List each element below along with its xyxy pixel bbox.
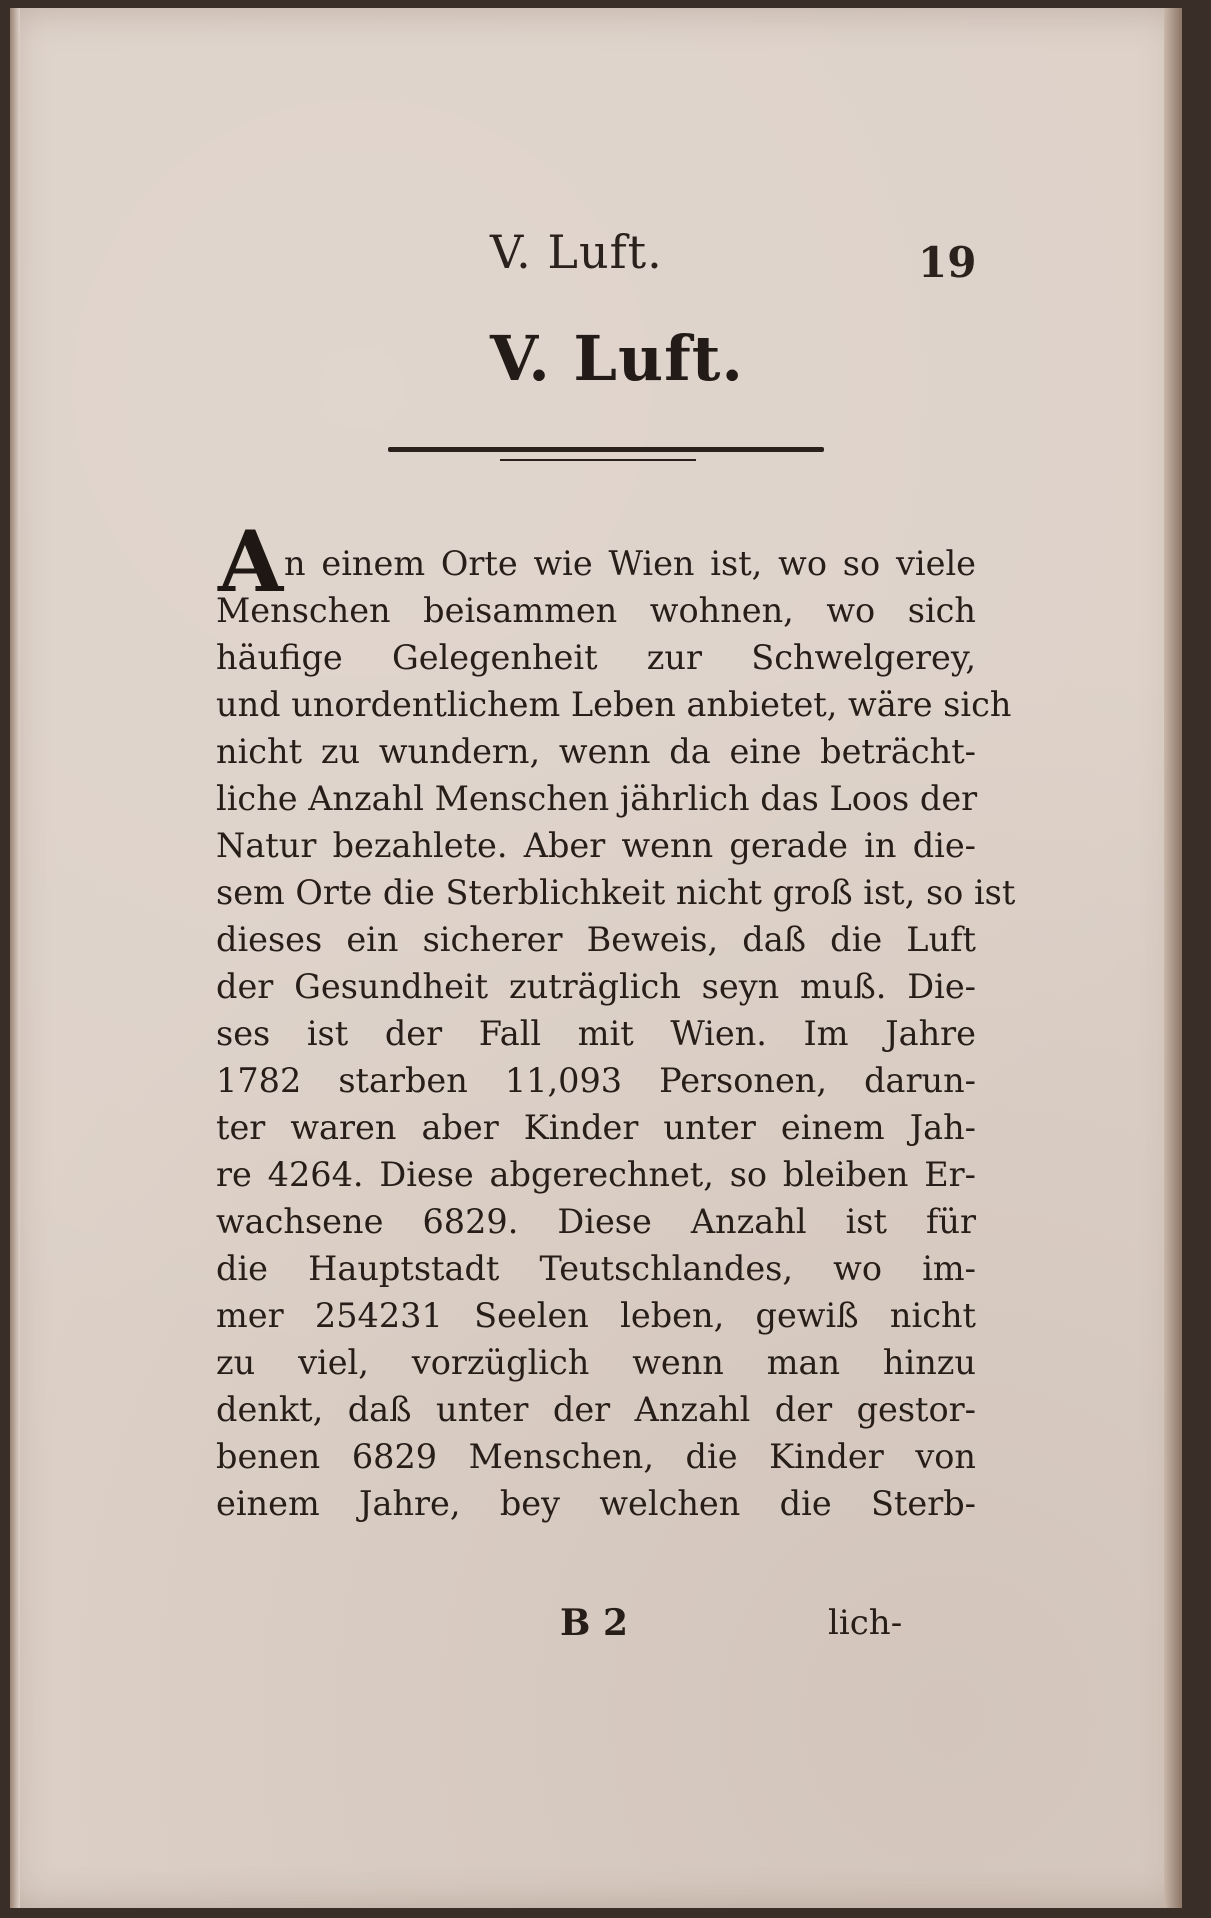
text-line: der Gesundheit zuträglich seyn muß. Die-: [216, 967, 976, 1006]
text-line: mer 254231 Seelen leben, gewiß nicht: [216, 1296, 976, 1335]
text-line: und unordentlichem Leben anbietet, wäre sich: [216, 685, 1012, 724]
text-line: denkt, daß unter der Anzahl der gestor-: [216, 1390, 976, 1429]
page-number: 19: [918, 238, 977, 287]
ornamental-rule-secondary: [500, 459, 696, 461]
text-line: Menschen beisammen wohnen, wo sich: [216, 591, 976, 630]
ornamental-rule: [388, 447, 824, 452]
text-line: 1782 starben 11,093 Personen, darun-: [216, 1061, 976, 1100]
text-line: liche Anzahl Menschen jährlich das Loos der: [216, 779, 978, 818]
text-line: nicht zu wundern, wenn da eine beträcht-: [216, 732, 976, 771]
text-line: re 4264. Diese abgerechnet, so bleiben Er-: [216, 1155, 976, 1194]
catchword: lich-: [828, 1603, 903, 1643]
text-line: benen 6829 Menschen, die Kinder von: [216, 1437, 976, 1476]
chapter-title: V. Luft.: [490, 322, 745, 395]
text-line: zu viel, vorzüglich wenn man hinzu: [216, 1343, 976, 1382]
text-line: häufige Gelegenheit zur Schwelgerey,: [216, 638, 976, 677]
page-gutter-shadow: [10, 8, 20, 1908]
text-line: sem Orte die Sterblichkeit nicht groß ist, so ist: [216, 873, 1016, 912]
text-line: ses ist der Fall mit Wien. Im Jahre: [216, 1014, 976, 1053]
text-line: die Hauptstadt Teutschlandes, wo im-: [216, 1249, 976, 1288]
drop-cap: A: [218, 512, 284, 611]
text-line: dieses ein sicherer Beweis, daß die Luft: [216, 920, 976, 959]
body-paragraph: [216, 540, 1016, 1527]
text-line: ter waren aber Kinder unter einem Jah-: [216, 1108, 976, 1147]
running-head: V. Luft.: [490, 225, 663, 279]
text-line: einem Jahre, bey welchen die Sterb-: [216, 1484, 976, 1523]
page-fore-edge: [1164, 8, 1182, 1908]
text-line: wachsene 6829. Diese Anzahl ist für: [216, 1202, 976, 1241]
text-line: Natur bezahlete. Aber wenn gerade in die-: [216, 826, 976, 865]
signature-mark: B 2: [560, 1602, 629, 1644]
text-line: n einem Orte wie Wien ist, wo so viele: [284, 544, 976, 583]
